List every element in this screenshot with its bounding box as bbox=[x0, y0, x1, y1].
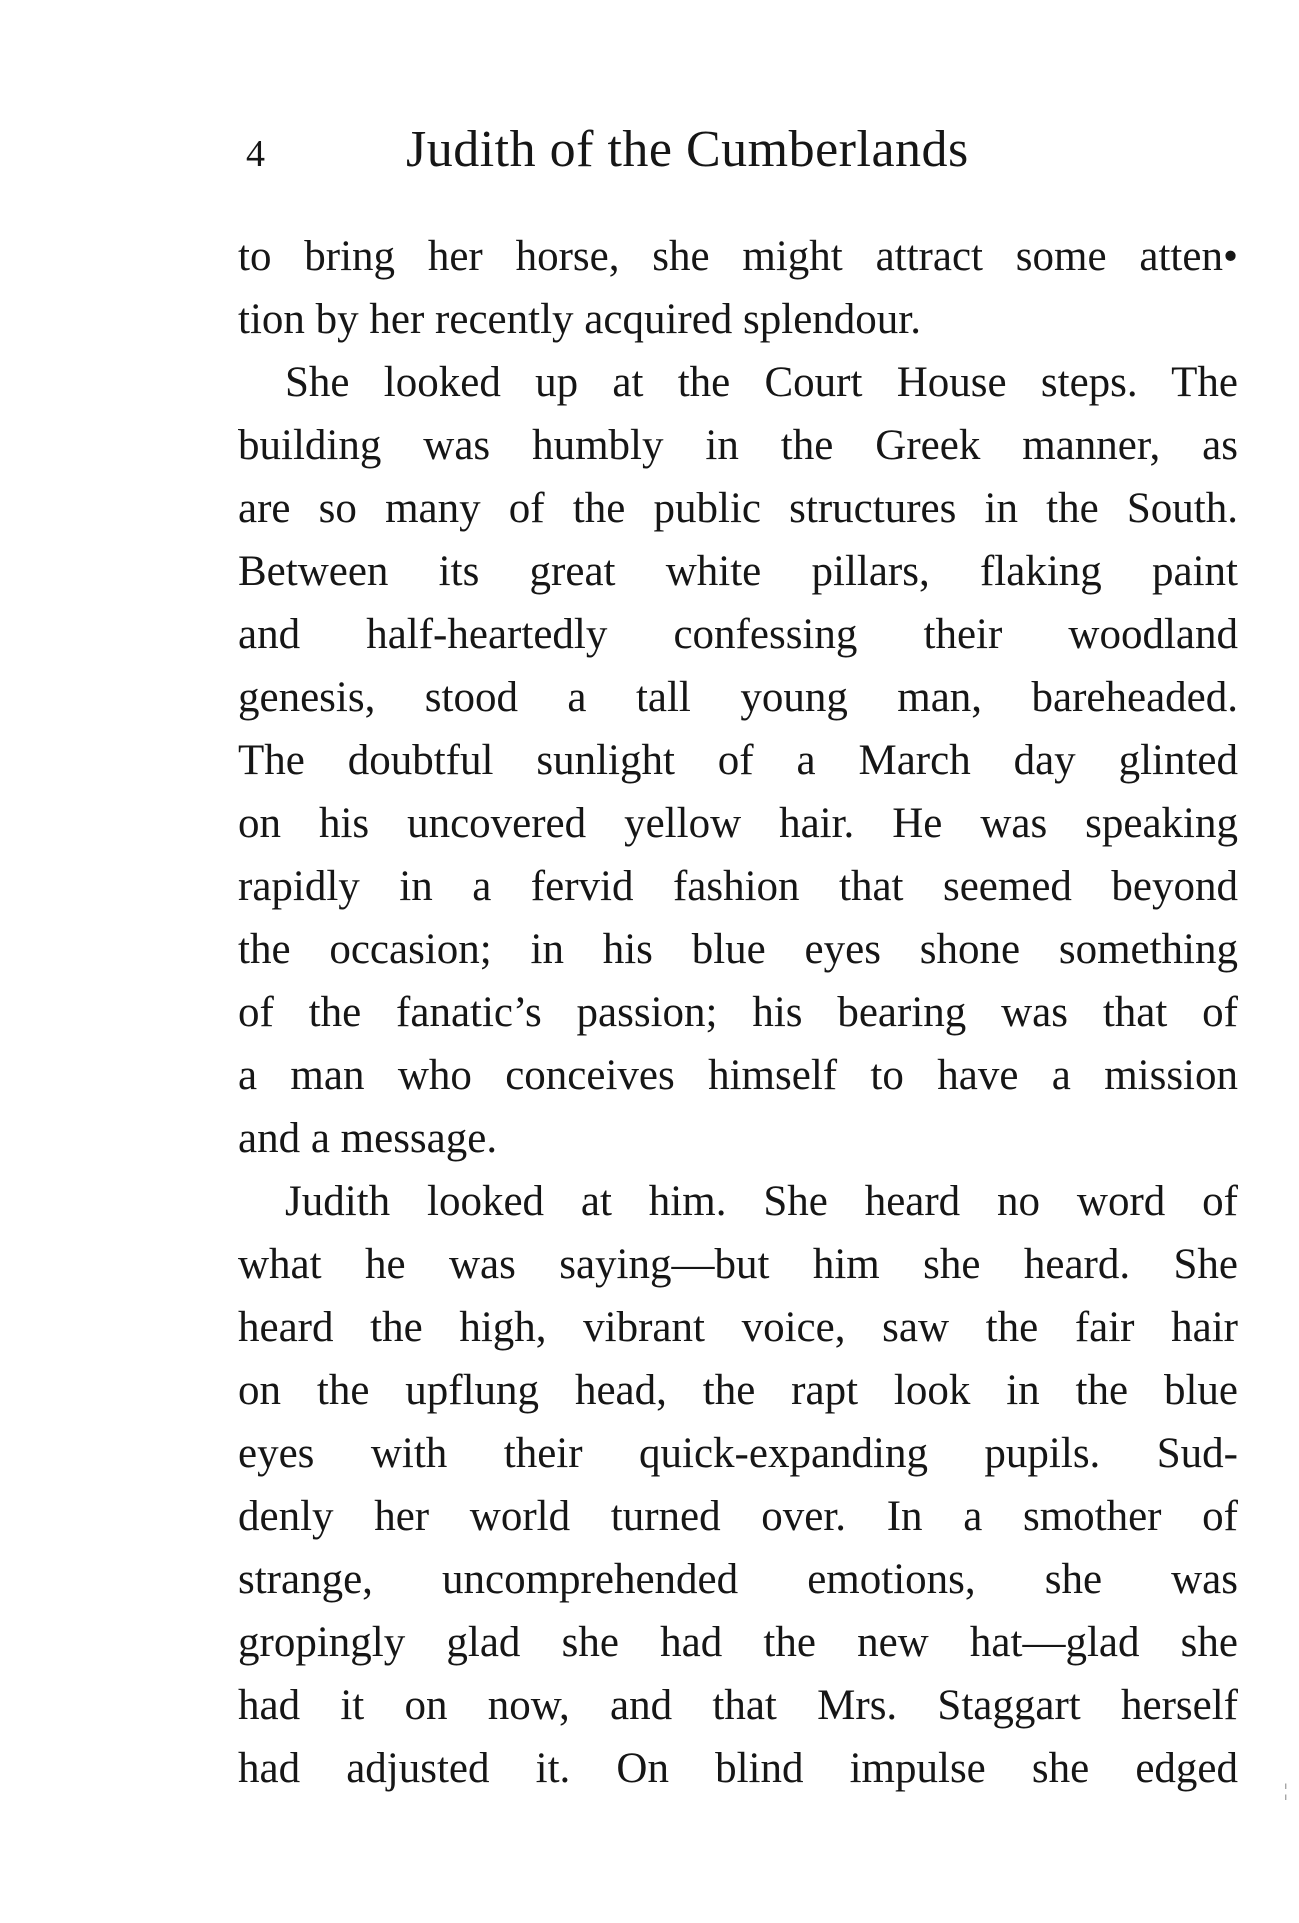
text-line: strange, uncomprehended emotions, she was bbox=[238, 1556, 1238, 1603]
text-line: gropingly glad she had the new hat—glad she bbox=[238, 1619, 1238, 1666]
text-line: Judith looked at him. She heard no word of bbox=[285, 1178, 1238, 1225]
text-line: building was humbly in the Greek manner, as bbox=[238, 422, 1238, 469]
text-line: heard the high, vibrant voice, saw the fair hair bbox=[238, 1304, 1238, 1351]
text-line: of the fanatic’s passion; his bearing was that of bbox=[238, 989, 1238, 1036]
text-line: eyes with their quick-expanding pupils. Sud- bbox=[238, 1430, 1238, 1477]
text-line: on his uncovered yellow hair. He was speaking bbox=[238, 800, 1238, 847]
text-line: the occasion; in his blue eyes shone something bbox=[238, 926, 1238, 973]
text-line: a man who conceives himself to have a mission bbox=[238, 1052, 1238, 1099]
text-line: to bring her horse, she might attract some atten• bbox=[238, 233, 1238, 280]
text-line: what he was saying—but him she heard. She bbox=[238, 1241, 1238, 1288]
text-line: genesis, stood a tall young man, bareheaded. bbox=[238, 674, 1238, 721]
page-number: 4 bbox=[246, 133, 265, 175]
text-line: and half-heartedly confessing their woodland bbox=[238, 611, 1238, 658]
text-line: rapidly in a fervid fashion that seemed beyond bbox=[238, 863, 1238, 910]
text-line: and a message. bbox=[238, 1115, 498, 1162]
body-text bbox=[238, 225, 1238, 1800]
text-line: had adjusted it. On blind impulse she edged bbox=[238, 1745, 1238, 1792]
running-title: Judith of the Cumberlands bbox=[406, 121, 969, 178]
text-line: on the upflung head, the rapt look in the blue bbox=[238, 1367, 1238, 1414]
text-line: She looked up at the Court House steps. The bbox=[285, 359, 1238, 406]
margin-speck: ¦ bbox=[1284, 1780, 1288, 1800]
text-line: denly her world turned over. In a smother of bbox=[238, 1493, 1238, 1540]
text-line: are so many of the public structures in the South. bbox=[238, 485, 1238, 532]
text-line: tion by her recently acquired splendour. bbox=[238, 296, 922, 343]
running-head bbox=[246, 120, 1066, 180]
text-line: Between its great white pillars, flaking paint bbox=[238, 548, 1238, 595]
text-line: had it on now, and that Mrs. Staggart herself bbox=[238, 1682, 1238, 1729]
text-line: The doubtful sunlight of a March day glinted bbox=[238, 737, 1238, 784]
